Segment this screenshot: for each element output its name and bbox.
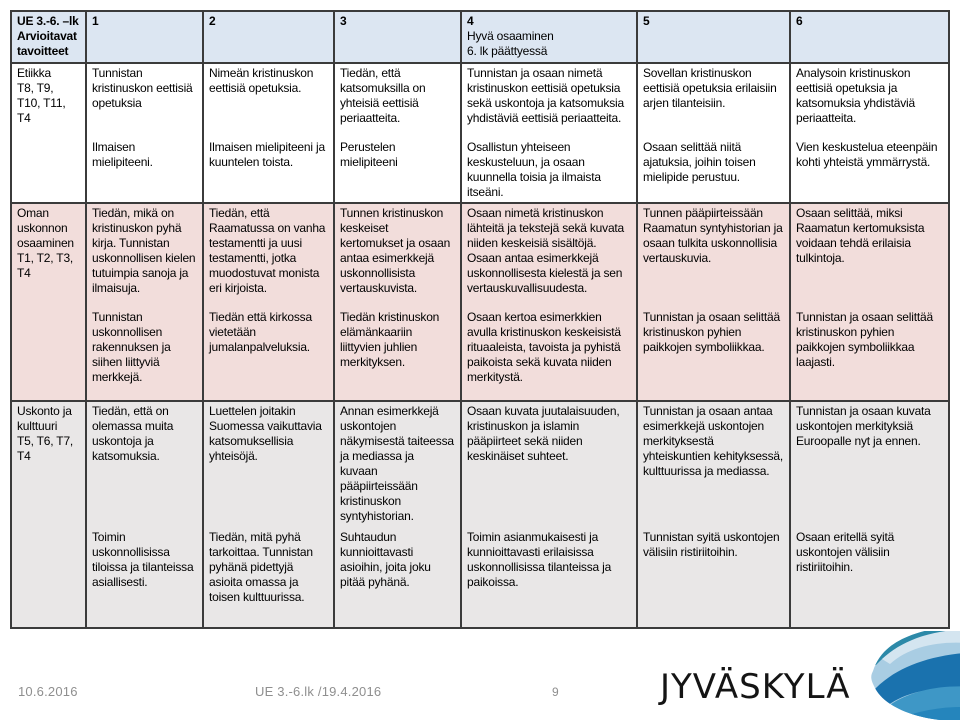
table-cell: Nimeän kristinuskon eettisiä opetuksia. Ilmaisen mielipiteeni ja kuuntelen toista. <box>203 63 334 203</box>
level-number: 6 <box>796 14 803 28</box>
footer-document-title: UE 3.-6.lk /19.4.2016 <box>255 684 382 699</box>
level-header-3 <box>334 11 461 63</box>
level-number: 3 <box>340 14 347 28</box>
jyvaskyla-logo-icon <box>866 631 960 720</box>
table-row-etiikka <box>11 63 949 203</box>
level-header-4 <box>461 11 637 63</box>
table-cell: Tiedän, että Raamatussa on vanha testamentti ja uusi testamentti, jotka muodostuvat monista eri kirjoista. Tiedän että kirkossa vietetään jumalanpalveluksia. <box>203 203 334 401</box>
corner-line: tavoitteet <box>17 44 69 58</box>
table-row-uskonto-ja-kulttuuri <box>11 401 949 628</box>
row-header-uskonto-ja-kulttuuri <box>11 401 86 628</box>
page-number: 9 <box>552 685 559 699</box>
footer-date: 10.6.2016 <box>18 684 78 699</box>
table-cell: Tunnen kristinuskon keskeiset kertomukset ja osaan antaa esimerkkejä uskonnollisista vertauskuvista. Tiedän kristinuskon elämänkaariin liittyvien juhlien merkityksen. <box>334 203 461 401</box>
row-goals: T5, T6, T7, T4 <box>17 434 74 463</box>
table-cell: Tunnen pääpiirteissään Raamatun syntyhistorian ja osaan tulkita uskonnollisia vertauskuvia. Tunnistan ja osaan selittää kristinuskon pyhien paikkojen symboliikkaa. <box>637 203 790 401</box>
level-number: 1 <box>92 14 99 28</box>
table-cell: Osaan selittää, miksi Raamatun kertomuksista voidaan tehdä erilaisia tulkintoja. Tunnistan ja osaan selittää kristinuskon pyhien paikkojen symboliikkaa laajasti. <box>790 203 949 401</box>
level-number: 4 <box>467 14 474 28</box>
row-title: Uskonto ja kulttuuri <box>17 404 72 433</box>
level-4-subtitle: Hyvä osaaminen <box>467 29 554 43</box>
table-cell: Luettelen joitakin Suomessa vaikuttavia katsomuksellisia yhteisöjä. Tiedän, mitä pyhä tarkoittaa. Tunnistan pyhänä pidettyjä asioita omassa ja toisen kulttuurissa. <box>203 401 334 628</box>
table-cell: Tunnistan ja osaan antaa esimerkkejä uskontojen merkityksestä yhteiskuntien kehityksessä, kulttuurissa ja mediassa. Tunnistan syitä uskontojen välisiin ristiriitoihin. <box>637 401 790 628</box>
level-number: 2 <box>209 14 216 28</box>
table-cell: Analysoin kristinuskon eettisiä opetuksia ja katsomuksia yhdistäviä periaatteita. Vien keskustelua eteenpäin kohti yhteistä ymmärrystä. <box>790 63 949 203</box>
assessment-table <box>10 10 950 629</box>
table-cell: Osaan nimetä kristinuskon lähteitä ja tekstejä sekä kuvata niiden keskeisiä sisältöjä. Osaan antaa esimerkkejä uskonnollisesta kielestä ja sen vertauskuvallisuudesta. Osaan kertoa esimerkkien avulla kristinuskon keskeisistä rituaaleista, tavoista ja pyhistä paikoista sekä kuvata niiden merkitystä. <box>461 203 637 401</box>
table-header-row <box>11 11 949 63</box>
table-cell: Tunnistan ja osaan kuvata uskontojen merkityksiä Euroopalle nyt ja ennen. Osaan eritellä syitä uskontojen välisiin ristiriitoihin. <box>790 401 949 628</box>
level-header-1 <box>86 11 203 63</box>
table-cell: Tiedän, mikä on kristinuskon pyhä kirja. Tunnistan uskonnollisen kielen tutuimpia sanoja ja ilmaisuja. Tunnistan uskonnollisen rakennuksen ja siihen liittyviä merkkejä. <box>86 203 203 401</box>
table-cell: Annan esimerkkejä uskontojen näkymisestä taiteessa ja mediassa ja kuvaan pääpiirteissään kristinuskon syntyhistorian. Suhtaudun kunnioittavasti asioihin, joita joku pitää pyhänä. <box>334 401 461 628</box>
row-goals: T8, T9, T10, T11, T4 <box>17 81 66 125</box>
level-header-5 <box>637 11 790 63</box>
table-cell: Tunnistan ja osaan nimetä kristinuskon eettisiä opetuksia sekä uskontoja ja katsomuksia yhdistäviä eettisiä periaatteita. Osallistun yhteiseen keskusteluun, ja osaan kuunnella toisia ja ilmaista itseäni. <box>461 63 637 203</box>
table-row-oman-uskonnon-osaaminen <box>11 203 949 401</box>
table-cell: Sovellan kristinuskon eettisiä opetuksia erilaisiin arjen tilanteisiin. Osaan selittää niitä ajatuksia, joihin toisen mielipide perustuu. <box>637 63 790 203</box>
level-4-subtitle: 6. lk päättyessä <box>467 44 548 58</box>
table-cell: Tunnistan kristinuskon eettisiä opetuksia Ilmaisen mielipiteeni. <box>86 63 203 203</box>
table-corner-header <box>11 11 86 63</box>
table-cell: Tiedän, että katsomuksilla on yhteisiä eettisiä periaatteita. Perustelen mielipiteeni <box>334 63 461 203</box>
level-number: 5 <box>643 14 650 28</box>
row-title: Oman uskonnon osaaminen <box>17 206 74 250</box>
corner-line: Arvioitavat <box>17 29 77 43</box>
row-header-etiikka <box>11 63 86 203</box>
table-cell: Osaan kuvata juutalaisuuden, kristinuskon ja islamin pääpiirteet sekä niiden keskinäiset suhteet. Toimin asianmukaisesti ja kunnioittavasti erilaisissa uskonnollisissa tilanteissa ja paikoissa. <box>461 401 637 628</box>
jyvaskyla-wordmark: JYVÄSKYLÄ <box>660 667 851 707</box>
level-header-6 <box>790 11 949 63</box>
level-header-2 <box>203 11 334 63</box>
table-cell: Tiedän, että on olemassa muita uskontoja ja katsomuksia. Toimin uskonnollisissa tiloissa ja tilanteissa asiallisesti. <box>86 401 203 628</box>
row-header-oman-uskonnon-osaaminen <box>11 203 86 401</box>
corner-line: UE 3.-6. –lk <box>17 14 79 28</box>
row-goals: T1, T2, T3, T4 <box>17 251 74 280</box>
row-title: Etiikka <box>17 66 51 80</box>
